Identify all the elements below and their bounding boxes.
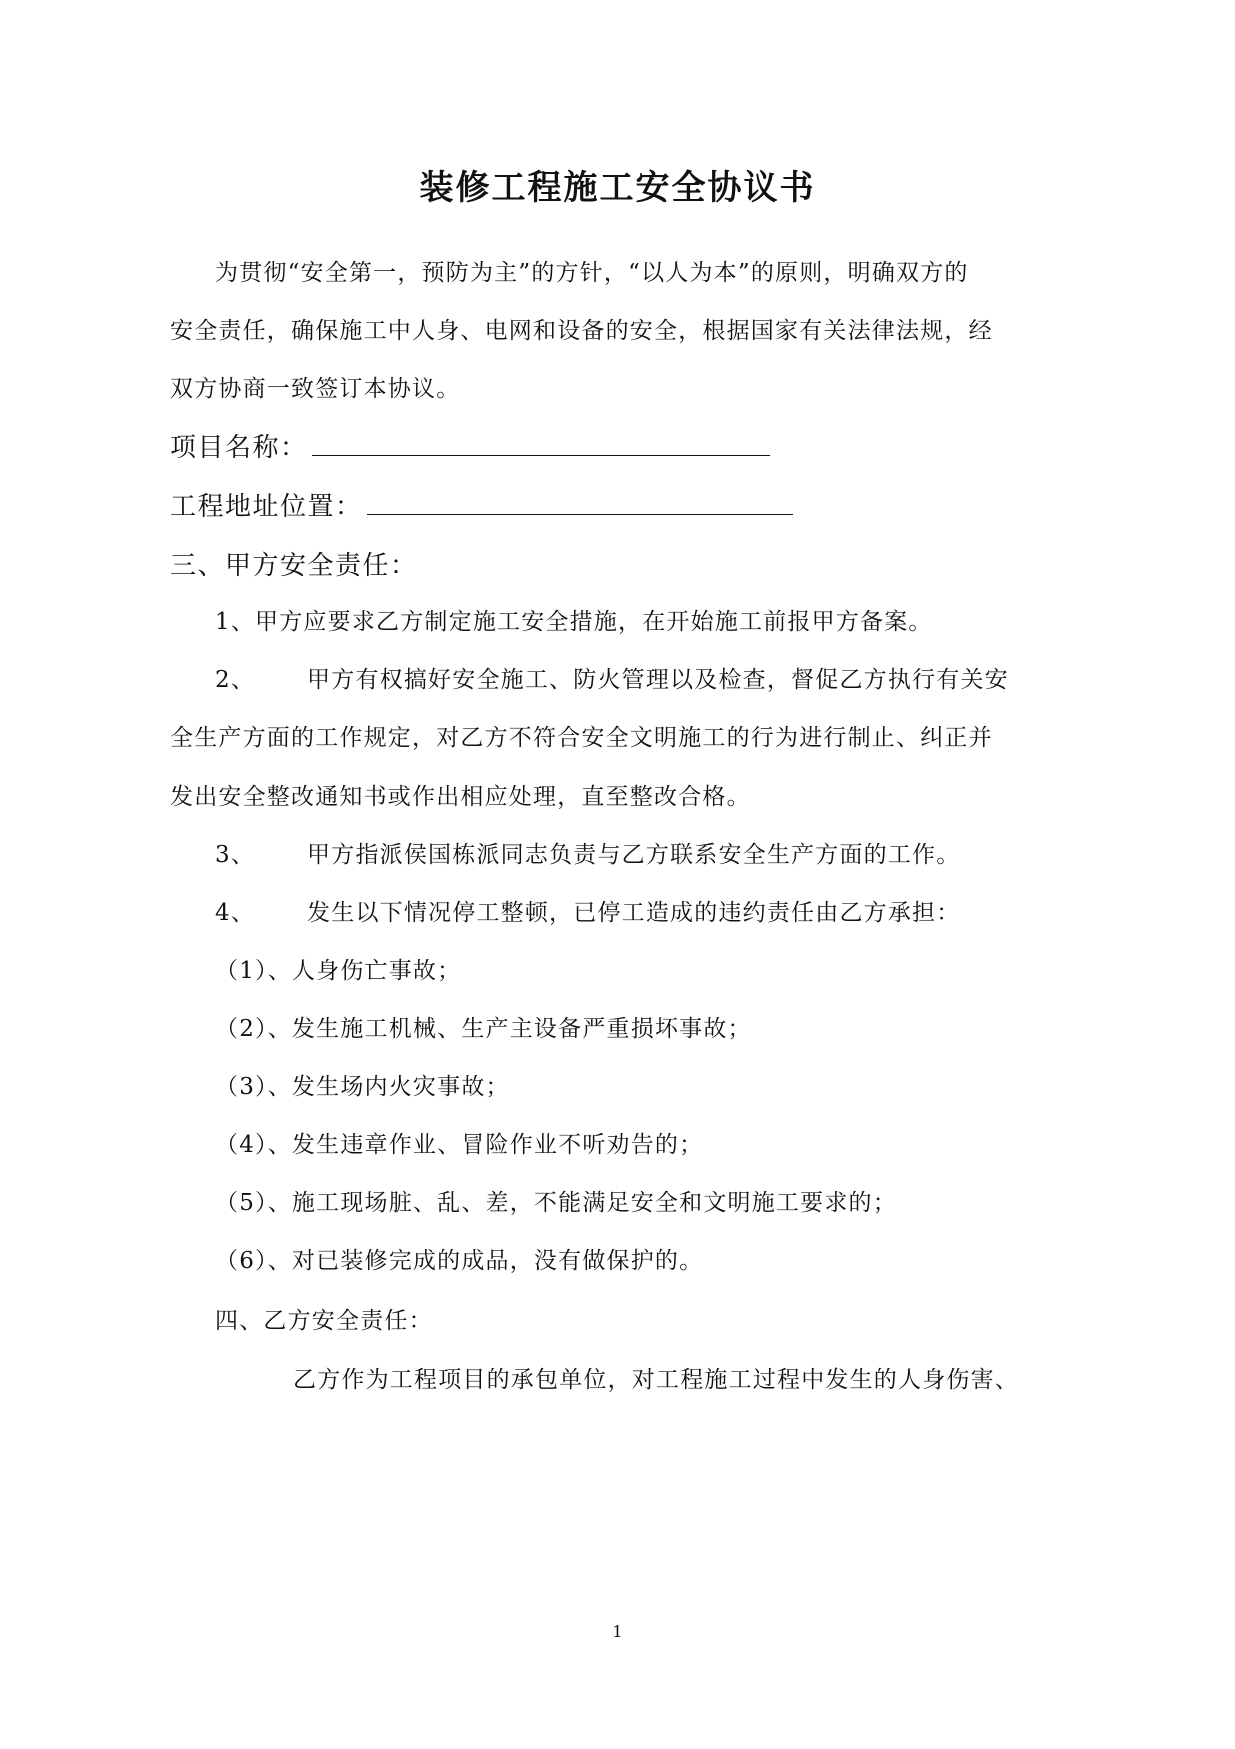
- section3-item1: 1、甲方应要求乙方制定施工安全措施，在开始施工前报甲方备案。: [215, 609, 933, 635]
- section4-heading: 四、乙方安全责任：: [215, 1308, 433, 1334]
- sub-item-1: （1）、人身伤亡事故；: [215, 958, 462, 984]
- section3-item3: [215, 840, 960, 870]
- project-name-label: 项目名称：: [170, 433, 308, 463]
- section3-item2-text: 甲方有权搞好安全施工、防火管理以及检查，督促乙方执行有关安: [307, 667, 1009, 693]
- section3-item2-line-3: 发出安全整改通知书或作出相应处理，直至整改合格。: [170, 784, 751, 810]
- intro-line-2: 安全责任，确保施工中人身、电网和设备的安全，根据国家有关法律法规，经: [170, 318, 993, 344]
- section3-item4: [215, 898, 960, 928]
- section3-item2-number: 2、: [215, 667, 256, 693]
- sub-item-3: （3）、发生场内火灾事故；: [215, 1074, 510, 1100]
- section3-heading: 三、甲方安全责任：: [170, 551, 418, 581]
- page-number: 1: [612, 1622, 623, 1641]
- sub-item-5: （5）、施工现场脏、乱、差，不能满足安全和文明施工要求的；: [215, 1190, 897, 1216]
- section3-item3-text: 甲方指派侯国栋派同志负责与乙方联系安全生产方面的工作。: [307, 842, 961, 868]
- sub-item-4: （4）、发生违章作业、冒险作业不听劝告的；: [215, 1132, 704, 1158]
- intro-line-3: 双方协商一致签订本协议。: [170, 376, 461, 402]
- document-title: 装修工程施工安全协议书: [419, 168, 816, 208]
- sub-item-2: （2）、发生施工机械、生产主设备严重损坏事故；: [215, 1016, 752, 1042]
- project-name-blank: [312, 431, 770, 456]
- project-address-label: 工程地址位置：: [170, 492, 363, 522]
- section3-item2-line-1: [215, 665, 1009, 695]
- project-address-blank: [367, 490, 793, 515]
- section3-item4-text: 发生以下情况停工整顿，已停工造成的违约责任由乙方承担：: [307, 900, 961, 926]
- project-name-field: [170, 431, 770, 465]
- section3-item3-number: 3、: [215, 842, 256, 868]
- sub-item-6: （6）、对已装修完成的成品，没有做保护的。: [215, 1248, 704, 1274]
- project-address-field: [170, 490, 793, 524]
- section3-item2-line-2: 全生产方面的工作规定，对乙方不符合安全文明施工的行为进行制止、纠正并: [170, 725, 993, 751]
- section4-paragraph-start: 乙方作为工程项目的承包单位，对工程施工过程中发生的人身伤害、: [293, 1367, 1019, 1393]
- intro-line-1: 为贯彻“安全第一，预防为主”的方针，“以人为本”的原则，明确双方的: [215, 260, 969, 286]
- section3-item4-number: 4、: [215, 900, 256, 926]
